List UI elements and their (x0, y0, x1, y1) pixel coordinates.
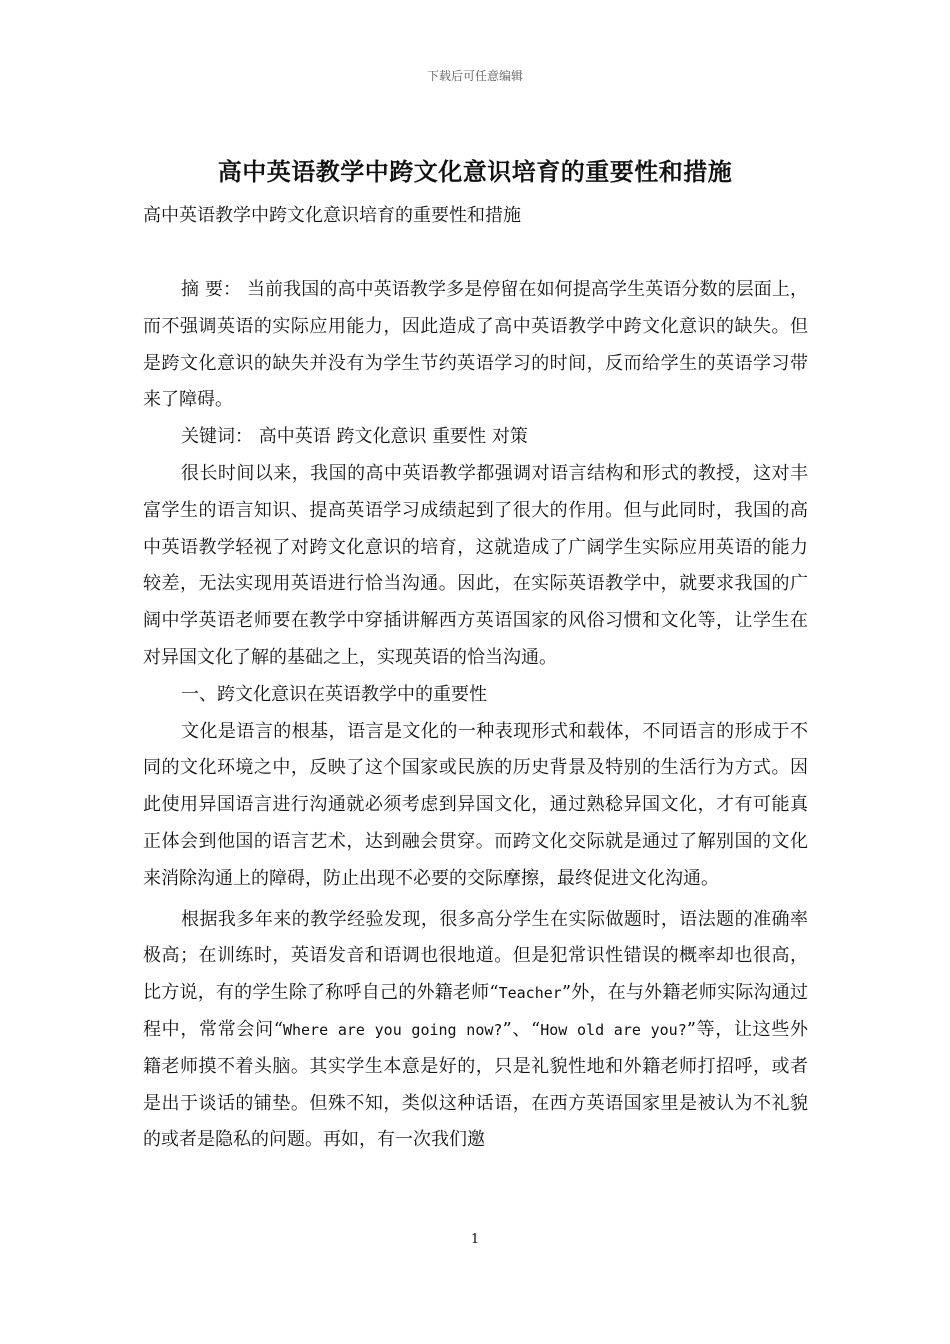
page-number: 1 (470, 1232, 480, 1247)
document-subtitle: 高中英语教学中跨文化意识培育的重要性和措施 (143, 205, 521, 226)
document-title: 高中英语教学中跨文化意识培育的重要性和措施 (217, 158, 733, 186)
header-note: 下载后可任意编辑 (426, 69, 523, 83)
body-paragraph-examples (143, 902, 808, 1160)
paragraph-text: 根据我多年来的教学经验发现，很多高分学生在实际做题时，语法题的准确率极高；在训练时，英语发音和语调也很地道。但是犯常识性错误的概率却也很高，比方说，有的学生除了称呼自己的外籍老师“ (143, 908, 808, 1004)
english-phrase: Where are you going now? (282, 1020, 503, 1039)
intro-paragraph: 很长时间以来，我国的高中英语教学都强调对语言结构和形式的教授，这对丰富学生的语言知识、提高英语学习成绩起到了很大的作用。但与此同时，我国的高中英语教学轻视了对跨文化意识的培育，这就造成了广阔学生实际应用英语的能力较差，无法实现用英语进行恰当沟通。因此，在实际英语教学中，就要求我国的广阔中学英语老师要在教学中穿插讲解西方英语国家的风俗习惯和文化等，让学生在对异国文化了解的基础之上，实现英语的恰当沟通。 (143, 462, 808, 668)
body-paragraph: 文化是语言的根基，语言是文化的一种表现形式和载体，不同语言的形成于不同的文化环境之中，反映了这个国家或民族的历史背景及特别的生活行为方式。因此使用异国语言进行沟通就必须考虑到异国文化，通过熟稔异国文化，才有可能真正体会到他国的语言艺术，达到融会贯穿。而跨文化交际就是通过了解别国的文化来消除沟通上的障碍，防止出现不必要的交际摩擦，最终促进文化沟通。 (143, 720, 808, 889)
paragraph-text: ”等，让这些外籍老师摸不着头脑。其实学生本意是好的，只是礼貌性地和外籍老师打招呼，或者是出于谈话的铺垫。但殊不知，类似这种话语，在西方英语国家里是被认为不礼貌的或者是隐私的问题。再如，有一次我们邀 (143, 1018, 809, 1151)
paragraph-text: ”外，在与外籍老师实际沟通过程中，常常会问“ (143, 982, 809, 1040)
english-phrase: How old are you? (540, 1020, 687, 1039)
paragraph-text: ”、“ (502, 1018, 541, 1040)
keywords-paragraph: 关键词： 高中英语 跨文化意识 重要性 对策 (181, 426, 528, 448)
document-body (143, 272, 808, 1159)
english-phrase: Teacher (498, 984, 562, 1003)
section-heading: 一、跨文化意识在英语教学中的重要性 (181, 683, 487, 705)
abstract-paragraph: 摘 要： 当前我国的高中英语教学多是停留在如何提高学生英语分数的层面上，而不强调英语的实际应用能力，因此造成了高中英语教学中跨文化意识的缺失。但是跨文化意识的缺失并没有为学生节约英语学习的时间，反而给学生的英语学习带来了障碍。 (143, 279, 808, 411)
